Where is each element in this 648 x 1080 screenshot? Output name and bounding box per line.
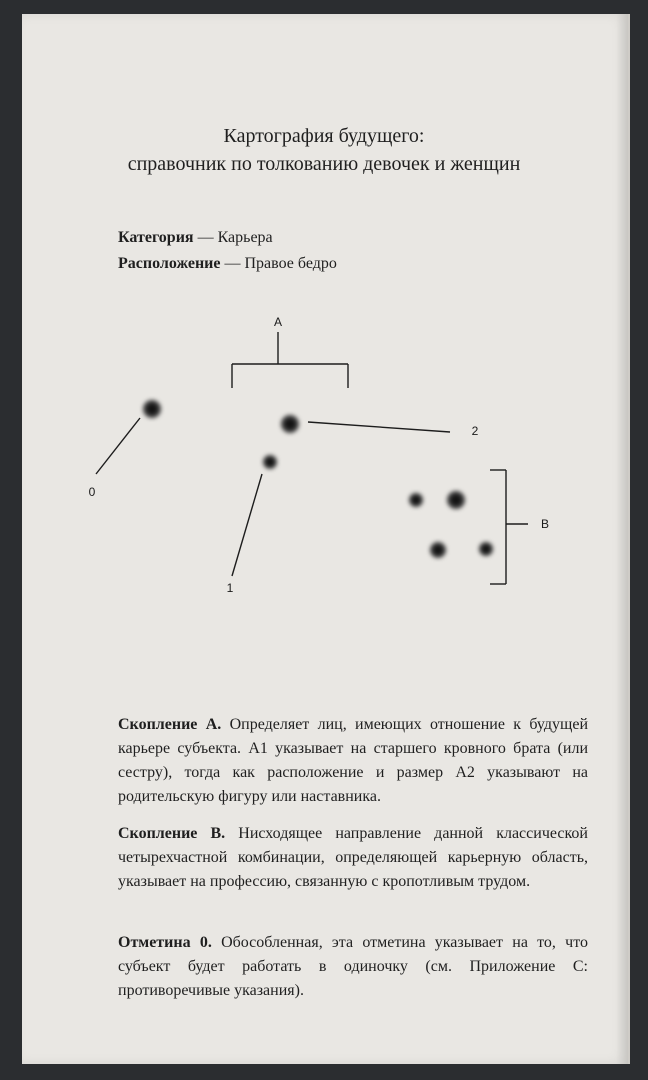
location-value: Правое бедро xyxy=(244,255,337,272)
pointer-line-1 xyxy=(232,474,262,576)
label-1: 1 xyxy=(226,581,234,595)
location-dash: — xyxy=(220,255,245,272)
pointer-line-2 xyxy=(308,422,450,432)
metadata-block xyxy=(118,225,337,277)
birthmark-b4 xyxy=(479,542,493,556)
birthmark-b1 xyxy=(409,493,423,507)
cluster-a-bracket xyxy=(232,332,348,388)
label-a: A xyxy=(273,315,283,329)
category-label: Категория xyxy=(118,229,194,246)
paragraph-head: Скопление В. xyxy=(118,825,226,842)
cluster-b-bracket xyxy=(490,470,528,584)
label-b: B xyxy=(540,517,550,531)
page-title xyxy=(0,122,648,178)
location-row xyxy=(118,251,337,277)
paragraph-text: Определяет лиц, имеющих отношение к будущей карьере субъекта. А1 указывает на старшего кровного брата (или сестру), тогда как расположение и размер А2 указывают на родительскую фигуру или наставника. xyxy=(118,716,589,805)
paragraph-text: Нисходящее направление данной классической четырехчастной комбинации, определяющей карьерную область, указывает на профессию, связанную с кропотливым трудом. xyxy=(118,825,588,890)
label-2: 2 xyxy=(471,424,479,438)
label-0: 0 xyxy=(88,485,96,499)
birthmark-b2 xyxy=(447,491,465,509)
paragraph-cluster-b xyxy=(118,822,588,894)
birthmark-a1 xyxy=(263,455,277,469)
paragraph-text: Обособленная, эта отметина указывает на то, что субъект будет работать в одиночку (см. Приложение С: противоречивые указания). xyxy=(118,934,588,999)
category-dash: — xyxy=(193,229,218,246)
paragraph-head: Скопление А. xyxy=(118,716,222,733)
location-label: Расположение xyxy=(118,255,221,272)
birthmark-b3 xyxy=(430,542,446,558)
birthmark-diagram xyxy=(70,308,610,598)
birthmark-0 xyxy=(143,400,161,418)
paragraph-cluster-a xyxy=(118,713,588,809)
category-value: Карьера xyxy=(217,229,273,246)
paragraph-mark-0 xyxy=(118,931,588,1003)
category-row xyxy=(118,225,337,251)
paragraph-head: Отметина 0. xyxy=(118,934,212,951)
title-line-1: Картография будущего: xyxy=(223,125,425,147)
pointer-line-0 xyxy=(96,418,140,474)
title-line-2: справочник по толкованию девочек и женщин xyxy=(127,153,521,175)
birthmark-a2 xyxy=(281,415,299,433)
